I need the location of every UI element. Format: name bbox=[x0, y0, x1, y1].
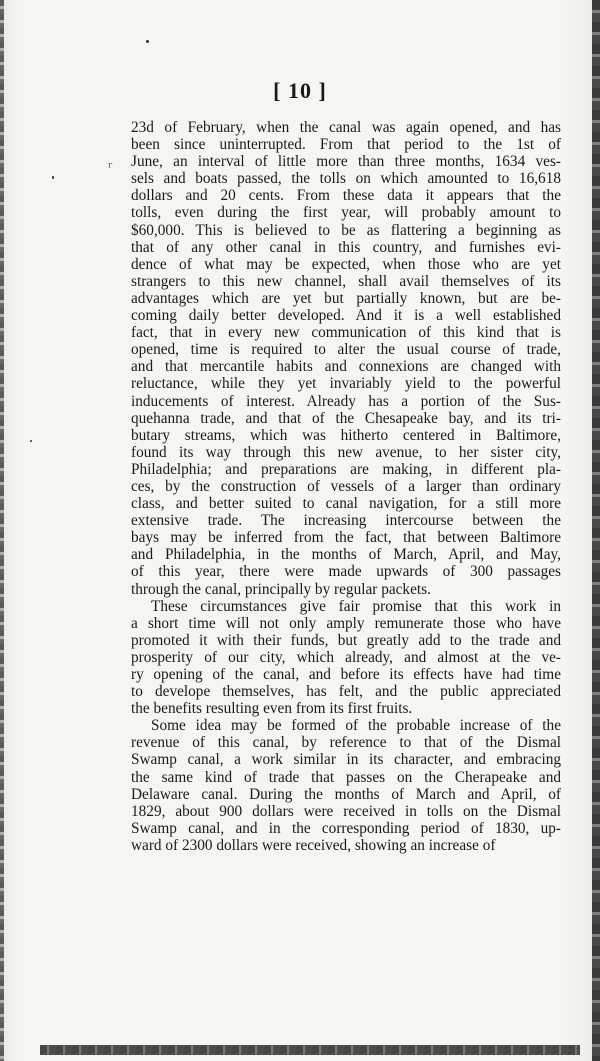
text-line: promoted it with their funds, but greatly add to the trade and bbox=[131, 631, 561, 649]
text-line: and Philadelphia, in the months of March, April, and May, bbox=[131, 546, 561, 564]
ink-speck bbox=[52, 176, 54, 179]
text-line: a short time will not only amply remunerate those who have bbox=[131, 614, 561, 632]
text-line: extensive trade. The increasing intercourse between the bbox=[131, 512, 561, 530]
text-line: ward of 2300 dollars were received, showing an increase of bbox=[131, 836, 496, 854]
text-line: of this year, there were made upwards of 300 passages bbox=[131, 563, 561, 581]
text-line: Swamp canal, a work similar in its character, and embracing bbox=[131, 751, 561, 769]
text-line: Some idea may be formed of the probable increase of the bbox=[151, 717, 561, 735]
text-line: butary streams, which was hitherto centered in Baltimore, bbox=[131, 426, 561, 444]
ink-speck bbox=[146, 40, 149, 43]
text-line: the benefits resulting even from its first fruits. bbox=[131, 700, 413, 718]
text-line: to develope themselves, has felt, and the public appreciated bbox=[131, 683, 561, 701]
text-line: Delaware canal. During the months of March and April, of bbox=[131, 785, 561, 803]
ink-speck bbox=[30, 440, 32, 442]
text-line: inducements of interest. Already has a portion of the Sus- bbox=[131, 392, 561, 410]
text-line: revenue of this canal, by reference to that of the Dismal bbox=[131, 734, 561, 752]
right-page-edge bbox=[592, 0, 600, 1061]
text-line: bays may be inferred from the fact, that between Baltimore bbox=[131, 529, 561, 547]
text-line: tolls, even during the first year, will probably amount to bbox=[131, 204, 561, 222]
text-line: 23d of February, when the canal was again opened, and has bbox=[131, 119, 561, 136]
text-line: the same kind of trade that passes on the Cherapeake and bbox=[131, 768, 561, 786]
text-line: that of any other canal in this country, and furnishes evi- bbox=[131, 238, 561, 256]
paragraph-3 bbox=[131, 717, 561, 854]
text-line: fact, that in every new communication of this kind that is bbox=[131, 324, 561, 342]
text-line: class, and better suited to canal navigation, for a still more bbox=[131, 495, 561, 513]
text-line: June, an interval of little more than three months, 1634 ves- bbox=[131, 153, 561, 171]
margin-mark: ʳ bbox=[108, 160, 113, 176]
text-line: reluctance, while they yet invariably yield to the powerful bbox=[131, 375, 561, 393]
text-line: quehanna trade, and that of the Chesapeake bay, and its tri- bbox=[131, 409, 561, 427]
text-line: coming daily better developed. And it is a well established bbox=[131, 307, 561, 325]
text-line: Philadelphia; and preparations are making, in different pla- bbox=[131, 460, 561, 478]
text-line: $60,000. This is believed to be as flattering a beginning as bbox=[131, 221, 561, 239]
text-line: Swamp canal, and in the corresponding period of 1830, up- bbox=[131, 819, 561, 837]
text-line: advantages which are yet but partially known, but are be- bbox=[131, 289, 561, 307]
text-line: found its way through this new avenue, to her sister city, bbox=[131, 443, 561, 461]
text-line: ry opening of the canal, and before its effects have had time bbox=[131, 666, 561, 683]
left-page-edge bbox=[0, 0, 4, 1061]
paragraph-2 bbox=[131, 598, 561, 718]
text-line: through the canal, principally by regular packets. bbox=[131, 580, 431, 598]
bottom-page-edge bbox=[40, 1045, 580, 1055]
text-line: and that mercantile habits and connexions are changed with bbox=[131, 358, 561, 376]
text-line: ces, by the construction of vessels of a larger than ordinary bbox=[131, 477, 561, 495]
text-line: sels and boats passed, the tolls on which amounted to 16,618 bbox=[131, 170, 561, 188]
body-text bbox=[131, 119, 561, 854]
paragraph-1 bbox=[131, 119, 561, 598]
text-line: opened, time is required to alter the usual course of trade, bbox=[131, 341, 561, 359]
text-line: 1829, about 900 dollars were received in tolls on the Dismal bbox=[131, 802, 561, 820]
text-line: These circumstances give fair promise that this work in bbox=[151, 597, 561, 615]
text-line: prosperity of our city, which already, and almost at the ve- bbox=[131, 648, 561, 666]
text-line: strangers to this new channel, shall avail themselves of its bbox=[131, 272, 561, 290]
page-number-header: [ 10 ] bbox=[273, 78, 327, 103]
text-line: dence of what may be expected, when those who are yet bbox=[131, 255, 561, 273]
text-line: dollars and 20 cents. From these data it appears that the bbox=[131, 187, 561, 205]
text-line: been since uninterrupted. From that period to the 1st of bbox=[131, 136, 561, 154]
